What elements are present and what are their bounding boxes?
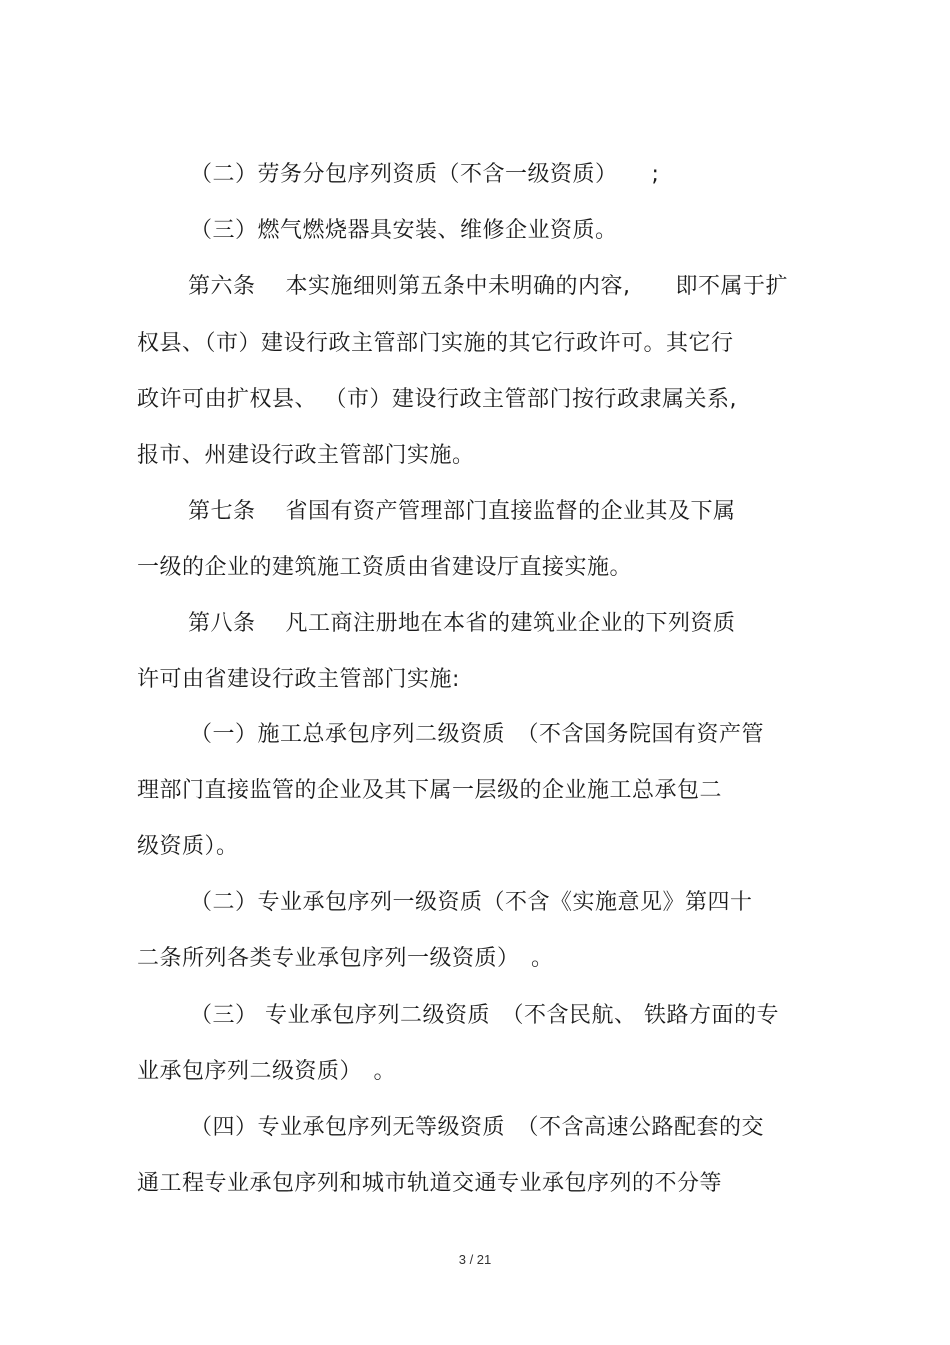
text-line: 第七条 省国有资产管理部门直接监督的企业其及下属 bbox=[188, 499, 736, 524]
text-line: 一级的企业的建筑施工资质由省建设厅直接实施。 bbox=[137, 555, 633, 580]
text-line: （二）劳务分包序列资质（不含一级资质） ; bbox=[190, 162, 660, 187]
text-line: 理部门直接监管的企业及其下属一层级的企业施工总承包二 bbox=[137, 778, 723, 803]
text-line: 第八条 凡工商注册地在本省的建筑业企业的下列资质 bbox=[188, 611, 736, 636]
text-line: 业承包序列二级资质） 。 bbox=[137, 1059, 397, 1084]
text-line: （二）专业承包序列一级资质（不含《实施意见》第四十 bbox=[190, 890, 753, 915]
text-line: （三） 专业承包序列二级资质 （不含民航、 铁路方面的专 bbox=[190, 1003, 779, 1028]
text-line: 政许可由扩权县、 （市）建设行政主管部门按行政隶属关系, bbox=[137, 387, 737, 412]
text-line: 权县、（市）建设行政主管部门实施的其它行政许可。其它行 bbox=[137, 331, 734, 356]
text-line: 许可由省建设行政主管部门实施: bbox=[137, 667, 460, 692]
text-line: （三）燃气燃烧器具安装、维修企业资质。 bbox=[190, 218, 618, 243]
text-line: （一）施工总承包序列二级资质 （不含国务院国有资产管 bbox=[190, 722, 765, 747]
text-line: 报市、州建设行政主管部门实施。 bbox=[137, 443, 475, 468]
text-line: 二条所列各类专业承包序列一级资质） 。 bbox=[137, 946, 554, 971]
text-line: 级资质）。 bbox=[137, 834, 239, 859]
page-number: 3 / 21 bbox=[458, 1252, 492, 1267]
text-line: 通工程专业承包序列和城市轨道交通专业承包序列的不分等 bbox=[137, 1171, 723, 1196]
text-line: 第六条 本实施细则第五条中未明确的内容, 即不属于扩 bbox=[188, 274, 788, 299]
text-line: （四）专业承包序列无等级资质 （不含高速公路配套的交 bbox=[190, 1115, 765, 1140]
